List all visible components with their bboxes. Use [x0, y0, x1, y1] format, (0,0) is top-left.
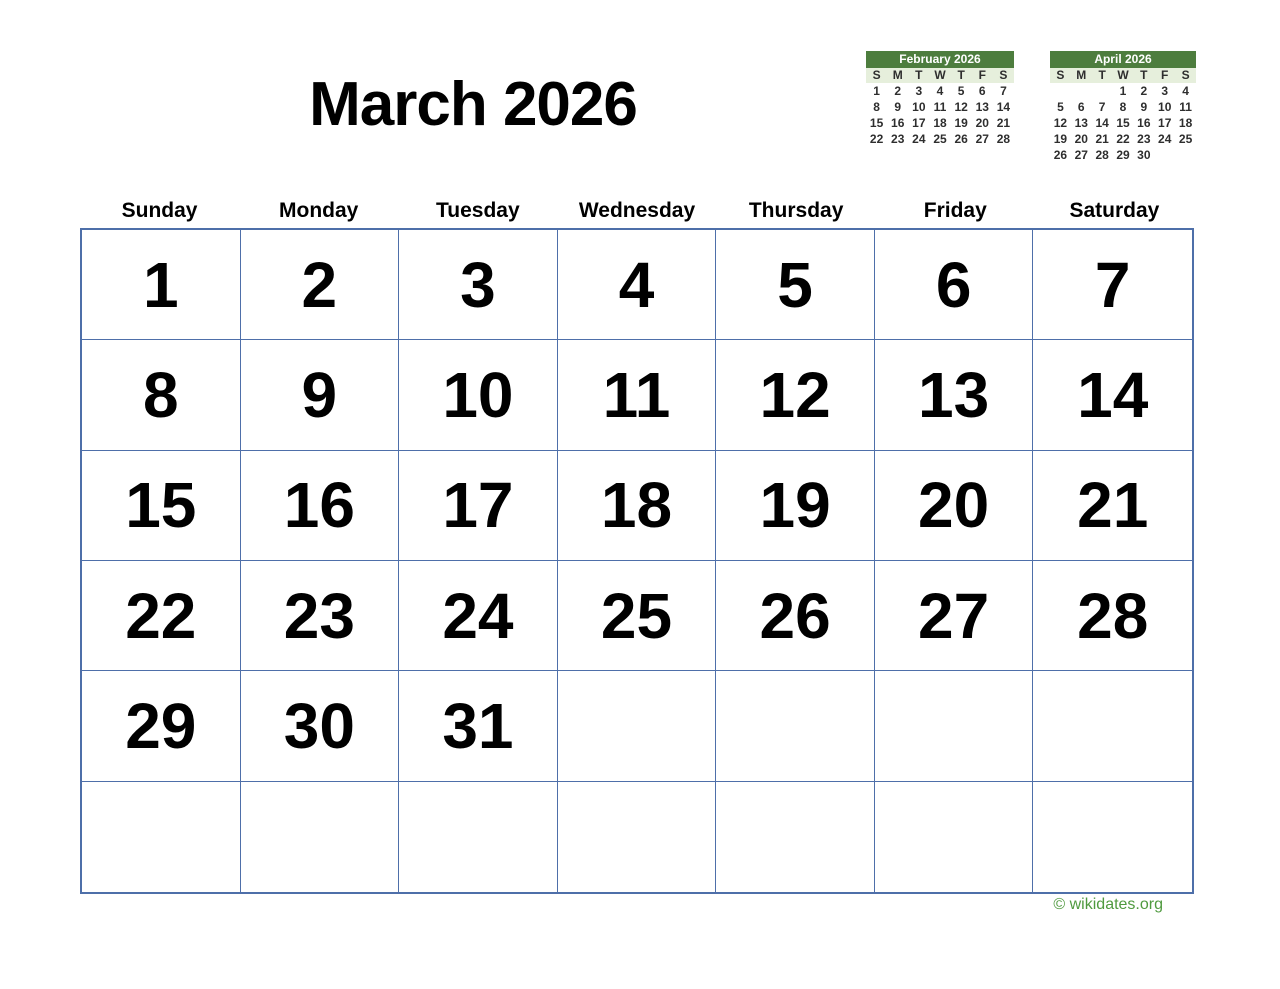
weekday-header: Sunday — [121, 199, 198, 222]
empty-day-cell — [716, 671, 875, 781]
mini-day: 6 — [978, 84, 986, 98]
day-cell — [558, 561, 717, 671]
mini-day: 11 — [933, 100, 947, 114]
day-number: 26 — [759, 579, 831, 652]
empty-day-cell — [82, 782, 241, 892]
mini-calendar-title: February 2026 — [866, 51, 1014, 68]
mini-weekday-row — [866, 68, 1014, 83]
empty-day-cell — [875, 782, 1034, 892]
empty-day-cell — [558, 782, 717, 892]
page-title: March 2026 — [309, 70, 637, 139]
mini-day: 2 — [894, 84, 902, 98]
mini-week-row — [1050, 99, 1196, 115]
mini-day: 20 — [1074, 132, 1088, 146]
mini-week-row — [866, 99, 1014, 115]
day-cell — [716, 561, 875, 671]
day-number: 30 — [283, 689, 355, 762]
mini-day: 7 — [1098, 100, 1106, 114]
mini-day-empty — [1050, 83, 1071, 99]
empty-day-cell — [241, 782, 400, 892]
day-number: 15 — [125, 469, 197, 542]
mini-day: 11 — [1179, 100, 1192, 114]
mini-weekday: W — [934, 68, 946, 82]
mini-weekday: F — [978, 68, 986, 82]
day-cell — [399, 230, 558, 340]
day-cell — [716, 340, 875, 450]
mini-week-row — [1050, 131, 1196, 147]
mini-day: 13 — [975, 100, 989, 114]
day-cell — [82, 340, 241, 450]
empty-day-cell — [1033, 671, 1192, 781]
mini-weekday: S — [872, 68, 881, 82]
weekday-header: Friday — [923, 199, 987, 222]
mini-day: 13 — [1074, 116, 1088, 130]
mini-weekday: S — [999, 68, 1008, 82]
day-cell — [82, 230, 241, 340]
mini-day-empty — [1154, 147, 1175, 163]
mini-day: 21 — [996, 116, 1011, 130]
mini-day: 5 — [1057, 100, 1064, 114]
day-number: 18 — [600, 469, 673, 542]
day-cell — [558, 230, 717, 340]
mini-day: 12 — [1053, 116, 1068, 130]
mini-day: 17 — [912, 116, 926, 130]
mini-day: 29 — [1116, 148, 1130, 162]
mini-day: 26 — [954, 132, 968, 146]
mini-day: 17 — [1158, 116, 1172, 130]
day-cell — [82, 671, 241, 781]
day-number: 29 — [125, 689, 197, 762]
day-cell — [1033, 340, 1192, 450]
day-number: 28 — [1077, 579, 1149, 652]
mini-calendar — [1050, 51, 1196, 163]
mini-day: 4 — [1182, 84, 1189, 98]
mini-weekday: W — [1117, 68, 1129, 82]
day-cell — [716, 451, 875, 561]
day-number: 24 — [442, 579, 514, 652]
mini-day: 2 — [1140, 84, 1148, 98]
mini-week-row — [1050, 115, 1196, 131]
mini-day: 28 — [996, 132, 1011, 146]
mini-day-empty — [1071, 83, 1092, 99]
mini-day: 20 — [975, 116, 989, 130]
day-number: 19 — [759, 469, 831, 542]
weekday-header: Tuesday — [436, 199, 520, 222]
mini-day: 9 — [894, 100, 902, 114]
day-number: 31 — [442, 689, 514, 762]
copyright-text: © wikidates.org — [1053, 896, 1163, 913]
mini-weekday: T — [1140, 68, 1148, 82]
day-number: 11 — [602, 358, 671, 431]
mini-day: 18 — [1178, 116, 1193, 130]
mini-day: 14 — [996, 100, 1011, 114]
weekday-header: Thursday — [748, 199, 844, 222]
mini-weekday: T — [915, 68, 923, 82]
mini-day: 25 — [1178, 132, 1193, 146]
empty-day-cell — [558, 671, 717, 781]
mini-day: 7 — [1000, 84, 1007, 98]
day-number: 16 — [283, 469, 355, 542]
mini-day: 19 — [1053, 132, 1068, 146]
day-cell — [1033, 451, 1192, 561]
day-cell — [399, 561, 558, 671]
mini-day: 24 — [1158, 132, 1172, 146]
day-number: 22 — [125, 579, 197, 652]
mini-day: 9 — [1140, 100, 1148, 114]
mini-day: 3 — [1161, 84, 1169, 98]
day-cell — [875, 561, 1034, 671]
mini-day: 27 — [1074, 148, 1088, 162]
day-number: 12 — [759, 358, 831, 431]
day-cell — [716, 230, 875, 340]
day-cell — [1033, 561, 1192, 671]
empty-day-cell — [716, 782, 875, 892]
day-number: 3 — [460, 248, 496, 321]
day-cell — [1033, 230, 1192, 340]
mini-week-row — [1050, 83, 1196, 99]
mini-weekday: S — [1056, 68, 1065, 82]
day-number: 6 — [935, 248, 972, 321]
mini-weekday: S — [1181, 68, 1190, 82]
day-number: 23 — [283, 579, 355, 652]
mini-weekday: M — [1076, 68, 1087, 82]
day-number: 7 — [1094, 248, 1131, 321]
mini-weekday-row — [1050, 68, 1196, 83]
day-cell — [875, 340, 1034, 450]
mini-calendar — [866, 51, 1014, 147]
mini-day: 15 — [869, 116, 884, 130]
mini-day: 27 — [975, 132, 989, 146]
day-cell — [241, 230, 400, 340]
day-cell — [875, 230, 1034, 340]
mini-day: 10 — [1158, 100, 1172, 114]
mini-day: 28 — [1095, 148, 1109, 162]
mini-day: 25 — [933, 132, 947, 146]
day-cell — [875, 451, 1034, 561]
mini-day-empty — [1175, 147, 1196, 163]
mini-week-row — [1050, 147, 1196, 163]
mini-day: 8 — [873, 100, 880, 114]
day-number: 14 — [1077, 358, 1149, 431]
day-cell — [399, 671, 558, 781]
mini-day: 4 — [936, 84, 944, 98]
day-number: 2 — [301, 248, 338, 321]
day-cell — [241, 340, 400, 450]
mini-weekday: F — [1161, 68, 1169, 82]
mini-weekday: T — [1098, 68, 1106, 82]
mini-calendar-title: April 2026 — [1050, 51, 1196, 68]
mini-weekday: M — [892, 68, 903, 82]
day-cell — [241, 561, 400, 671]
day-number: 17 — [442, 469, 514, 542]
day-number: 1 — [142, 248, 179, 321]
empty-day-cell — [399, 782, 558, 892]
mini-day: 1 — [1119, 84, 1127, 98]
mini-day: 8 — [1119, 100, 1127, 114]
mini-day: 1 — [873, 84, 880, 98]
mini-day: 12 — [954, 100, 968, 114]
day-number: 4 — [618, 248, 655, 321]
day-cell — [399, 451, 558, 561]
day-number: 8 — [142, 358, 179, 431]
day-number: 20 — [918, 469, 990, 542]
mini-day: 21 — [1095, 132, 1109, 146]
day-cell — [558, 451, 717, 561]
day-cell — [82, 451, 241, 561]
mini-day: 6 — [1077, 100, 1085, 114]
day-cell — [558, 340, 717, 450]
day-number: 5 — [777, 248, 813, 321]
day-number: 21 — [1077, 469, 1149, 542]
day-cell — [241, 671, 400, 781]
mini-day: 24 — [912, 132, 926, 146]
day-number: 13 — [918, 358, 990, 431]
day-cell — [82, 561, 241, 671]
mini-day-empty — [1092, 83, 1113, 99]
mini-day: 30 — [1137, 148, 1151, 162]
mini-day: 23 — [1137, 132, 1151, 146]
day-cell — [241, 451, 400, 561]
empty-day-cell — [875, 671, 1034, 781]
mini-week-row — [866, 115, 1014, 131]
mini-day: 14 — [1095, 116, 1109, 130]
month-grid — [80, 228, 1194, 894]
weekday-header: Monday — [279, 199, 359, 222]
day-number: 25 — [600, 579, 673, 652]
empty-day-cell — [1033, 782, 1192, 892]
mini-day: 19 — [954, 116, 968, 130]
mini-week-row — [866, 131, 1014, 147]
weekday-header: Saturday — [1069, 199, 1160, 222]
mini-day: 26 — [1053, 148, 1068, 162]
mini-day: 10 — [912, 100, 926, 114]
mini-day: 18 — [933, 116, 947, 130]
mini-week-row — [866, 83, 1014, 99]
mini-day: 5 — [957, 84, 965, 98]
mini-day: 16 — [891, 116, 905, 130]
mini-day: 22 — [869, 132, 884, 146]
mini-day: 23 — [891, 132, 905, 146]
day-number: 9 — [301, 358, 338, 431]
mini-weekday: T — [957, 68, 965, 82]
mini-day: 3 — [915, 84, 923, 98]
day-cell — [399, 340, 558, 450]
weekday-header-row — [80, 198, 1194, 223]
day-number: 10 — [442, 358, 514, 431]
mini-day: 15 — [1116, 116, 1130, 130]
weekday-header: Wednesday — [578, 199, 696, 222]
mini-day: 16 — [1137, 116, 1151, 130]
mini-day: 22 — [1116, 132, 1130, 146]
day-number: 27 — [918, 579, 990, 652]
